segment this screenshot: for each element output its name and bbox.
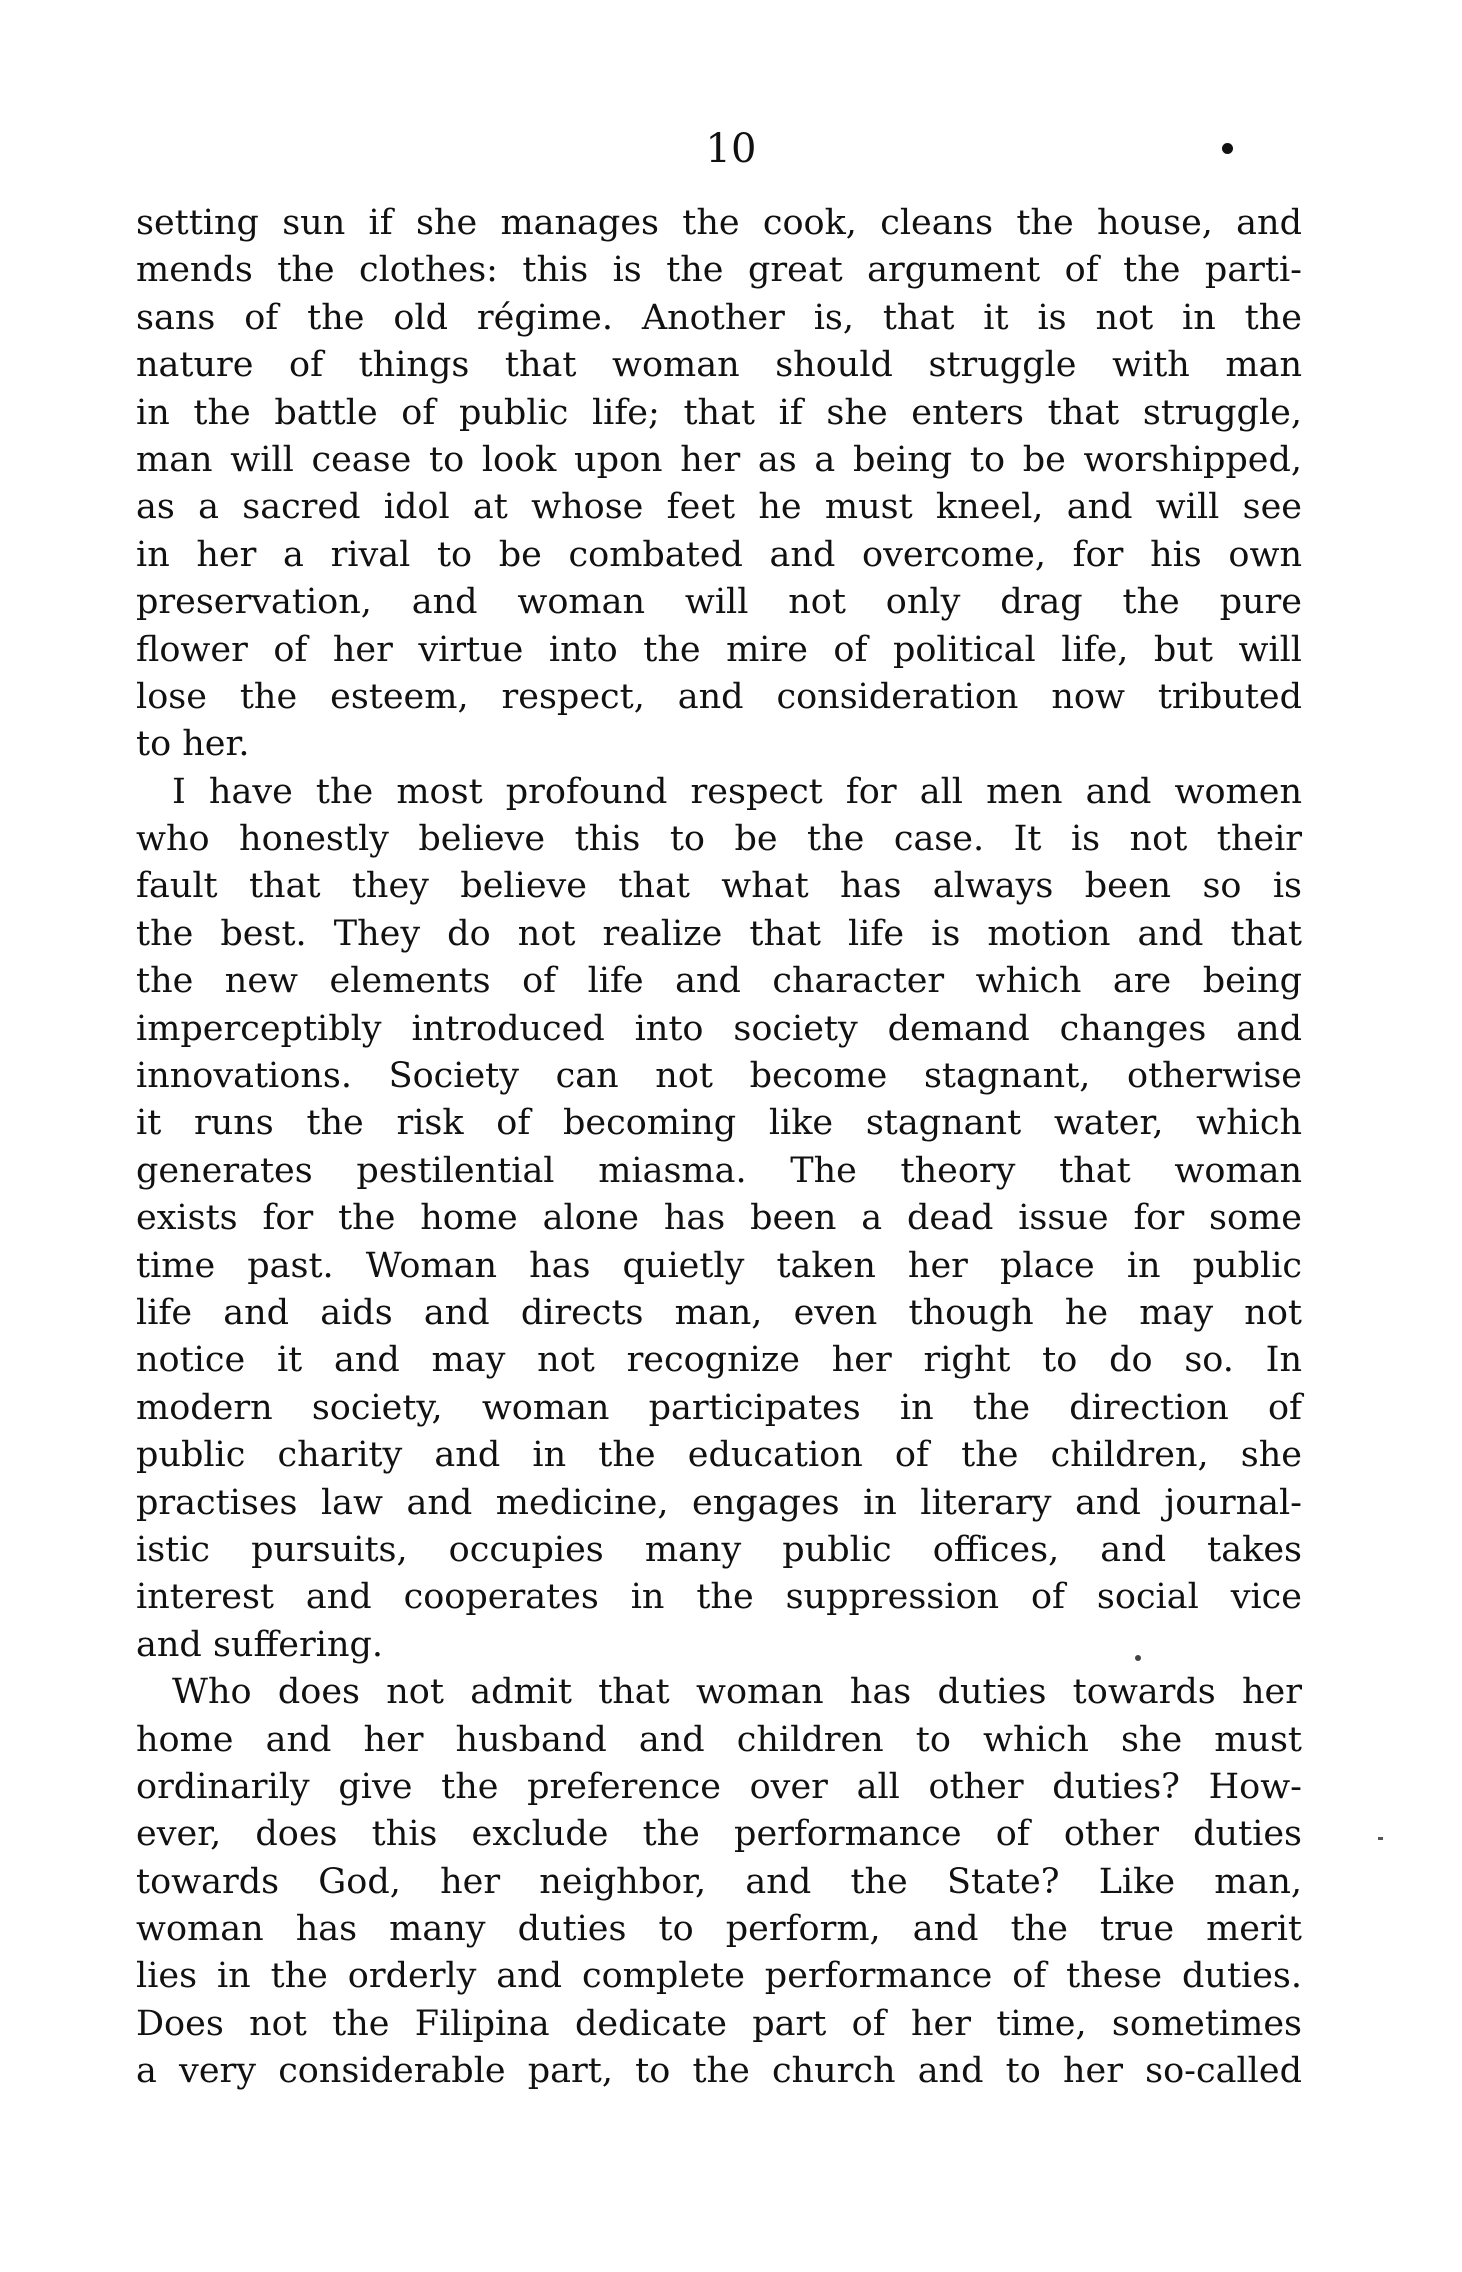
text-line: mends the clothes: this is the great argument of the parti-	[136, 250, 1302, 291]
text-line: Who does not admit that woman has duties towards her	[172, 1672, 1302, 1713]
text-line: time past. Woman has quietly taken her place in public	[136, 1245, 1302, 1286]
page-number: 10	[705, 126, 757, 172]
text-line: woman has many duties to perform, and the true merit	[136, 1909, 1302, 1950]
text-line: generates pestilential miasma. The theory that woman	[136, 1150, 1302, 1191]
text-line: innovations. Society can not become stagnant, otherwise	[136, 1056, 1302, 1097]
text-line: life and aids and directs man, even though he may not	[136, 1292, 1302, 1333]
text-line: nature of things that woman should struggle with man	[136, 345, 1302, 386]
text-line: the best. They do not realize that life is motion and that	[136, 913, 1302, 954]
text-line: as a sacred idol at whose feet he must kneel, and will see	[136, 487, 1302, 528]
stray-ink-mark	[1135, 1655, 1141, 1661]
text-line: Does not the Filipina dedicate part of her time, sometimes	[136, 2003, 1302, 2044]
text-line: a very considerable part, to the church and to her so-called	[136, 2051, 1302, 2092]
text-line: it runs the risk of becoming like stagnant water, which	[136, 1103, 1302, 1144]
text-line: exists for the home alone has been a dead issue for some	[136, 1198, 1302, 1239]
text-line: who honestly believe this to be the case. It is not their	[136, 819, 1302, 860]
text-line: flower of her virtue into the mire of political life, but will	[136, 629, 1302, 670]
text-line: man will cease to look upon her as a being to be worshipped,	[136, 439, 1302, 480]
text-line: notice it and may not recognize her right to do so. In	[136, 1340, 1302, 1381]
text-line: sans of the old régime. Another is, that it is not in the	[136, 297, 1302, 338]
text-line: fault that they believe that what has always been so is	[136, 866, 1302, 907]
text-line: and suffering.	[136, 1624, 384, 1665]
text-line: interest and cooperates in the suppression of social vice	[136, 1577, 1302, 1618]
text-line: istic pursuits, occupies many public offices, and takes	[136, 1529, 1302, 1570]
ink-dot-mark	[1222, 143, 1233, 154]
text-line: modern society, woman participates in the direction of	[136, 1387, 1302, 1428]
edge-ink-mark	[1378, 1837, 1383, 1840]
body-text	[136, 200, 1302, 2096]
text-line: ever, does this exclude the performance of other duties	[136, 1814, 1302, 1855]
text-line: I have the most profound respect for all men and women	[172, 771, 1302, 812]
text-line: imperceptibly introduced into society demand changes and	[136, 1008, 1302, 1049]
text-line: lose the esteem, respect, and consideration now tributed	[136, 676, 1302, 717]
text-line: the new elements of life and character which are being	[136, 961, 1302, 1002]
text-line: in the battle of public life; that if she enters that struggle,	[136, 392, 1302, 433]
text-line: towards God, her neighbor, and the State? Like man,	[136, 1861, 1302, 1902]
text-line: in her a rival to be combated and overcome, for his own	[136, 534, 1302, 575]
text-line: practises law and medicine, engages in literary and journal-	[136, 1482, 1302, 1523]
text-line: setting sun if she manages the cook, cleans the house, and	[136, 203, 1302, 243]
text-line: ordinarily give the preference over all other duties? How-	[136, 1766, 1302, 1807]
text-line: public charity and in the education of the children, she	[136, 1435, 1302, 1476]
text-line: home and her husband and children to which she must	[136, 1719, 1302, 1760]
text-line: to her.	[136, 724, 250, 765]
text-line: preservation, and woman will not only drag the pure	[136, 582, 1302, 623]
text-line: lies in the orderly and complete performance of these duties.	[136, 1956, 1302, 1997]
